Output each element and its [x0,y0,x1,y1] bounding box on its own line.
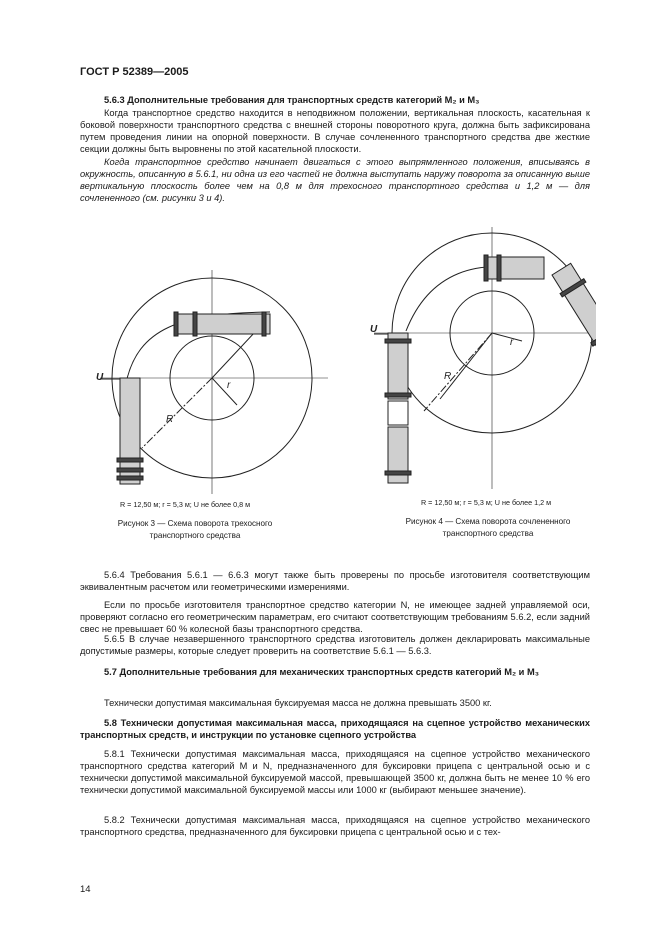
label-U: U [370,324,378,335]
label-r: r [510,337,514,348]
figure-3-formula: R = 12,50 м; r = 5,3 м; U не более 0,8 м [119,500,251,509]
radius-r-line [212,378,237,405]
paragraph-5-8-1: 5.8.1 Технически допустимая максимальная масса, приходящаяся на сцепное устройство механического транспортного средства категорий M и N, предназначенного для буксировки прицепа с центральной осью и с технически допустимой максимальной буксируемой массой, превышающей 3500 кг, должна быть не менее 10 % его технически допустимой максимальной буксируемой массы или 1000 кг (выбирают меньшее значение). [80,749,590,796]
section-5-7-text: Технически допустимая максимальная буксируемая масса не должна превышать 3500 кг. [104,698,492,708]
vehicle-body [117,378,143,484]
paragraph-5-8-2: 5.8.2 Технически допустимая максимальная масса, приходящаяся на сцепное устройство механического транспортного средства, предназначенного для буксировки прицепа с центральной осью и с тех- [80,815,590,838]
vehicle-articulated-section [549,262,596,351]
figure-3-caption: Рисунок 3 — Схема поворота трехосного транспортного средства [117,519,273,540]
radius-r-line [492,333,522,341]
radius-R-line [424,333,492,411]
radius-R-line [142,378,212,448]
page-number: 14 [80,884,91,895]
vehicle-rear-section [484,255,544,281]
label-R: R [444,371,452,382]
paragraph-5-6-4-continued: Если по просьбе изготовителя транспортное средство категории N, не имеющее задней управляемой оси, проверяют согласно его геометрическим параметрам, его считают соответствующим требованиям 5.6.2, если задний свес не превышает 60 % колесной базы транспортного средства. [80,600,590,635]
section-5-6-3-paragraph: Когда транспортное средство находится в неподвижном положении, вертикальная плоскость, касательная к боковой поверхности транспортного средства с внешней стороны поворотного круга, должна быть зафиксирована путем проведения линии на опорной поверхности. В случае сочлененного транспортного средства две жесткие секции должны быть выровнены по этой касательной плоскости. [80,108,590,155]
paragraph-5-6-4: 5.6.4 Требования 5.6.1 — 6.6.3 могут также быть проверены по просьбе изготовителя соответствующим эквивалентным расчетом или геометрическими измерениями. [80,570,590,593]
section-5-7-heading: 5.7 Дополнительные требования для механических транспортных средств категорий M₂ и M₃ [104,667,540,677]
figure-4-caption: Рисунок 4 — Схема поворота сочлененного транспортного средства [405,517,571,538]
label-U: U [96,372,104,383]
figure-3-diagram [90,268,330,496]
vehicle-trailer [174,312,270,336]
section-5-6-3-heading: 5.6.3 Дополнительные требования для транспортных средств категорий M₂ и M₃ [104,95,480,105]
section-5-8-heading: 5.8 Технически допустимая максимальная масса, приходящаяся на сцепное устройство механических транспортных средств, и инструкции по установке сцепного устройства [80,718,590,741]
vehicle-front-section [385,333,411,483]
label-R: R [166,414,174,425]
figure-4-diagram [360,215,596,495]
document-header: ГОСТ Р 52389—2005 [80,66,189,78]
figure-4-formula: R = 12,50 м; r = 5,3 м; U не более 1,2 м [420,498,552,507]
turn-diagonal [440,333,492,399]
label-r: r [227,380,231,391]
paragraph-5-6-5: 5.6.5 В случае незавершенного транспортного средства изготовитель должен декларировать максимальные допустимые размеры, которые следует проверить на соответствие 5.6.1 — 5.6.3. [80,634,590,657]
section-5-6-3-italic-paragraph: Когда транспортное средство начинает двигаться с этого выпрямленного положения, вписываясь в окружность, описанную в 5.6.1, ни одна из его частей не должна выступать наружу поворота за описанную выше вертикальную плоскость более чем на 0,8 м для трехосного транспортного средства и 1,2 м — для сочлененного (см. рисунки 3 и 4). [80,157,590,204]
